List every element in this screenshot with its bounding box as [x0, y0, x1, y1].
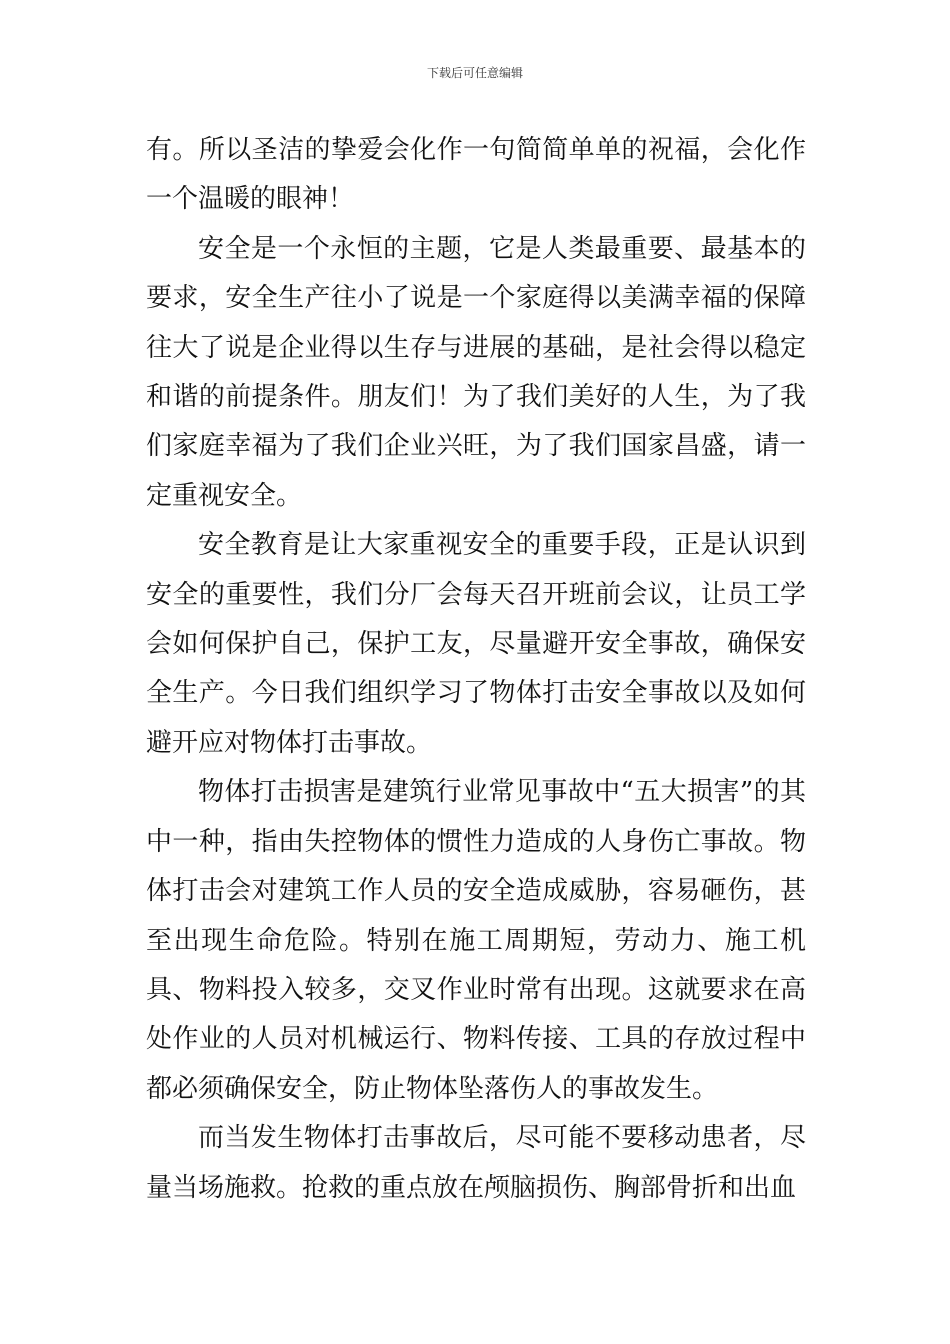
paragraph-object-strike: 物体打击损害是建筑行业常见事故中“五大损害”的其中一种，指由失控物体的惯性力造成的人身伤亡事故。物体打击会对建筑工作人员的安全造成威胁，容易砸伤，甚至出现生命危险。特别在施工周期短，劳动力、施工机具、物料投入较多，交叉作业时常有出现。这就要求在高处作业的人员对机械运行、物料传接、工具的存放过程中都必须确保安全，防止物体坠落伤人的事故发生。	[146, 777, 806, 1104]
paragraph-continuation: 有。所以圣洁的挚爱会化作一句简简单单的祝福，会化作一个温暖的眼神！	[146, 135, 806, 215]
document-body	[146, 126, 806, 1213]
page-header: 下载后可任意编辑	[426, 66, 523, 80]
paragraph-first-aid: 而当发生物体打击事故后，尽可能不要移动患者，尽量当场施救。抢救的重点放在颅脑损伤、胸部骨折和出血	[146, 1123, 806, 1203]
paragraph-safety-education: 安全教育是让大家重视安全的重要手段，正是认识到安全的重要性，我们分厂会每天召开班前会议，让员工学会如何保护自己，保护工友，尽量避开安全事故，确保安全生产。今日我们组织学习了物体打击安全事故以及如何避开应对物体打击事故。	[146, 530, 806, 758]
paragraph-safety-theme: 安全是一个永恒的主题，它是人类最重要、最基本的要求，安全生产往小了说是一个家庭得以美满幸福的保障往大了说是企业得以生存与进展的基础，是社会得以稳定和谐的前提条件。朋友们！为了我们美好的人生，为了我们家庭幸福为了我们企业兴旺，为了我们国家昌盛，请一定重视安全。	[146, 233, 806, 511]
